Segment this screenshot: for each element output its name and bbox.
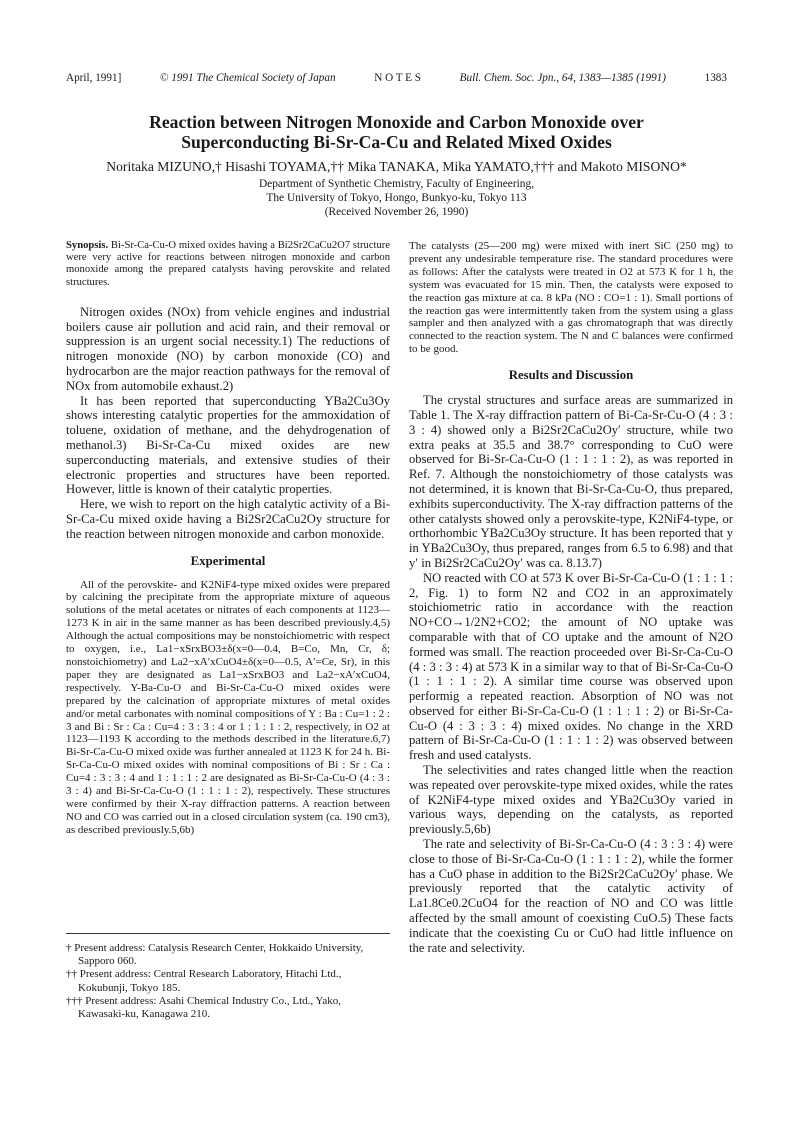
title-line-1: Reaction between Nitrogen Monoxide and Carbon Monoxide over — [149, 112, 644, 132]
synopsis-text: Bi-Sr-Ca-Cu-O mixed oxides having a Bi2Sr2CaCu2O7 structure were very active for reactions between nitrogen monoxide and carbon monoxide among the prepared catalysts having perovskite and related structures. — [66, 240, 390, 288]
running-head-date: April, 1991] — [66, 72, 122, 84]
article-title — [66, 112, 727, 152]
running-head-section: N O T E S — [374, 72, 422, 84]
running-head-copyright: © 1991 The Chemical Society of Japan — [159, 72, 336, 84]
intro-paragraph-2: It has been reported that superconducting YBa2Cu3Oy shows interesting catalytic properties for the ammoxidation of toluene, oxidation of methane, and the dehydrogenation of methanol.3) Bi-Sr-Ca-Cu mixed oxides are new superconducting materials, and extensive studies of their electronic properties and structures have been reported. However, little is known of their catalytic properties. — [66, 393, 390, 497]
left-column — [66, 240, 390, 837]
received-date: (Received November 26, 1990) — [324, 205, 469, 218]
results-paragraph-3: The selectivities and rates changed little when the reaction was repeated over perovskite-type mixed oxides, while the rates of K2NiF4-type mixed oxides and YBa2Cu3Oy varied in various ways, depending on the catalysts, as reported previously.5,6b) — [409, 763, 733, 837]
experimental-heading: Experimental — [190, 553, 266, 568]
results-paragraph-2: NO reacted with CO at 573 K over Bi-Sr-Ca-Cu-O (1 : 1 : 1 : 2, Fig. 1) to form N2 and CO2 in an approximately stoichiometric ratio in accordance with the reaction NO+CO→1/2N2+CO2; the amount of NO uptake was comparable with that of CO uptake and the amount of N2O formed was small. The reaction proceeded over Bi-Sr-Ca-Cu-O (4 : 3 : 3 : 4) at 573 K in a similar way to that of Bi-Sr-Ca-Cu-O (1 : 1 : 1 : 2). A similar time course was observed upon performig a repeated reaction. Absorption of NO was not observed for either Bi-Sr-Ca-Cu-O (1 : 1 : 1 : 2) or Bi-Sr-Ca-Cu-O (4 : 3 : 3 : 4) mixed oxides. No change in the XRD pattern of Bi-Sr-Ca-Cu-O (1 : 1 : 1 : 2) was observed between fresh and used catalysts. — [409, 570, 733, 763]
title-line-2: Superconducting Bi-Sr-Ca-Cu and Related Mixed Oxides — [181, 132, 612, 152]
footnotes — [66, 933, 390, 1021]
page-number: 1383 — [704, 72, 727, 84]
intro-paragraph-1: Nitrogen oxides (NOx) from vehicle engines and industrial boilers cause air pollution and acid rain, and their removal or suppression is an urgent social necessity.1) The reductions of nitrogen monoxide (NO) by carbon monoxide (CO) and hydrocarbon are the major reaction pathways for the removal of NOx from automobile exhaust.2) — [66, 304, 390, 393]
affiliation-line-2: The University of Tokyo, Hongo, Bunkyo-ku, Tokyo 113 — [266, 191, 527, 204]
footnote-2: †† Present address: Central Research Laboratory, Hitachi Ltd., Kokubunji, Tokyo 185. — [66, 968, 342, 994]
experimental-continuation: The catalysts (25—200 mg) were mixed with inert SiC (250 mg) to prevent any undesirable temperature rise. The standard procedures were as follows: After the catalysts were treated in O2 at 573 K for 1 h, the system was evacuated for 15 min. Then, the catalysts were exposed to the reaction gas mixture at ca. 8 kPa (NO : CO=1 : 1). Small portions of the reaction gas were intermittently taken from the system using a glass sampler and then analyzed with a gas chromatograph that was directly connected to the reaction system. The N and C balances were confirmed to be good. — [409, 240, 733, 356]
synopsis — [66, 240, 390, 289]
footnote-1: † Present address: Catalysis Research Center, Hokkaido University, Sapporo 060. — [66, 942, 364, 968]
running-head-journal: Bull. Chem. Soc. Jpn., 64, 1383—1385 (1991) — [459, 72, 666, 84]
results-heading: Results and Discussion — [508, 368, 634, 383]
results-paragraph-1: The crystal structures and surface areas are summarized in Table 1. The X-ray diffraction pattern of Bi-Ca-Sr-Cu-O (4 : 3 : 3 : 4) showed only a Bi2Sr2CaCu2Oy′ structure, while two extra peaks at 35.5 and 38.7° corresponding to CuO were observed for Bi-Sr-Ca-Cu-O (1 : 1 : 1 : 2), as was reported in Ref. 7. Although the nonstoichiometry of those catalysts was not determined, it is known that Bi-Sr-Ca-Cu-O, thus prepared, exhibits superconductivity. The X-ray diffraction patterns of the other catalysts showed only a perovskite-type, K2NiF4-type, or orthorhombic YBa2Cu3Oy structure. It has been reported that y in YBa2Cu3Oy, thus prepared, ranges from 6.5 to 6.98) and that y′ in Bi2Sr2CaCu2Oy′ was ca. 8.13.7) — [409, 393, 733, 570]
synopsis-label: Synopsis. — [66, 240, 109, 251]
affiliation-line-1: Department of Synthetic Chemistry, Faculty of Engineering, — [258, 178, 535, 190]
author-list: Noritaka MIZUNO,† Hisashi TOYAMA,†† Mika TANAKA, Mika YAMATO,††† and Makoto MISONO* — [106, 159, 687, 174]
footnote-3: ††† Present address: Asahi Chemical Industry Co., Ltd., Yako, Kawasaki-ku, Kanagawa 210. — [66, 994, 341, 1021]
results-paragraph-4: The rate and selectivity of Bi-Sr-Ca-Cu-O (4 : 3 : 3 : 4) were close to those of Bi-Sr-Ca-Cu-O (1 : 1 : 1 : 2), while the former has a CuO phase in addition to the Bi2Sr2CaCu2Oy′ phase. We previously reported that the catalytic activity of La1.8Ce0.2CuO4 for the reaction of NO and CO was little affected by the small amount of coexisting CuO.5) These facts indicate that the coexisting Cu or CuO had little influence on the rate and selectivity. — [409, 837, 733, 955]
affiliation — [66, 178, 727, 219]
right-column — [409, 240, 733, 955]
running-head — [66, 72, 727, 84]
experimental-paragraph: All of the perovskite- and K2NiF4-type mixed oxides were prepared by calcining the precipitate from the appropriate mixture of aqueous solutions of the metal acetates or nitrates of each components at 1123—1273 K in air in the same manner as has been described previously.4,5) Although the actual compositions may be nonstoichiometric with respect to oxygen, i.e., La1−xSrxBO3±δ(x=0—0.4, B=Co, Mn, Cr, δ; nonstoichiometry) and La2−xA′xCuO4±δ(x=0—0.5, A′=Ce, Sr), in this paper they are designated as La1−xSrxBO3 and La2−xA′xCuO4, respectively. Y-Ba-Cu-O and Bi-Sr-Ca-Cu-O mixed oxides were prepared by the calcination of appropriate mixtures of metal oxides and/or metal carbonates with nominal compositions of Y : Ba : Cu=1 : 2 : 3 and Bi : Sr : Ca : Cu=4 : 3 : 3 : 4 or 1 : 1 : 1 : 2, respectively, in O2 at 1123—1193 K according to the methods described in the literature.6,7) Bi-Sr-Ca-Cu-O mixed oxide was further annealed at 1123 K for 24 h. Bi-Sr-Ca-Cu-O mixed oxides with nominal compositions of Bi : Sr : Ca : Cu=4 : 3 : 3 : 4 and 1 : 1 : 1 : 2 are designated as Bi-Sr-Ca-Cu-O (4 : 3 : 3 : 4) and Bi-Sr-Ca-Cu-O (1 : 1 : 1 : 2), respectively. These structures were confirmed by their X-ray diffraction patterns. A reaction between NO and CO was carried out in a closed circulation system (ca. 190 cm3), as described previously.5,6b) — [66, 578, 390, 836]
intro-paragraph-3: Here, we wish to report on the high catalytic activity of a Bi-Sr-Ca-Cu mixed oxide having a Bi2Sr2CaCu2Oy structure for the reaction between nitrogen monoxide and carbon monoxide. — [66, 497, 390, 541]
